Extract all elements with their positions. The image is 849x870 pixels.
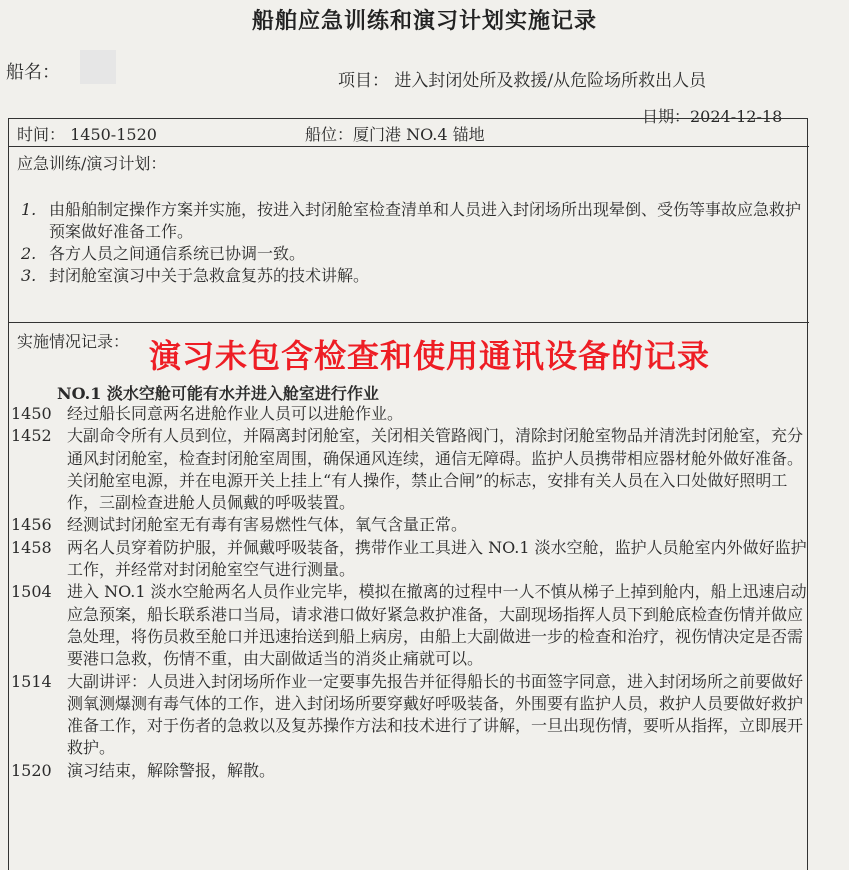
log-text: 两名人员穿着防护服，并佩戴呼吸装备，携带作业工具进入 NO.1 淡水空舱，监护人员舱室内外做好监护工作，并经常对封闭舱室空气进行测量。: [67, 537, 807, 580]
log-time: 1450: [11, 404, 52, 423]
log-text: 大副讲评：人员进入封闭场所作业一定要事先报告并征得船长的书面签字同意，进入封闭场所之前要做好测氧测爆测有毒气体的工作，进入封闭场所要穿戴好呼吸装备，外围要有监护人员，救护人员要做好救护准备工作，对于伤者的急救以及复苏操作方法和技术进行了讲解，一旦出现伤情，要听从指挥，立即展开救护。: [67, 671, 804, 758]
log-time: 1452: [11, 426, 52, 446]
plan-item: [15, 265, 805, 287]
plan-item-number: 2.: [21, 244, 37, 263]
plan-item-text: 各方人员之间通信系统已协调一致。: [49, 244, 306, 263]
log-text: 经过船长同意两名进舱作业人员可以进舱作业。: [67, 404, 404, 423]
redacted-ship-name: [80, 50, 116, 84]
log-entry: [11, 403, 807, 425]
plan-item-text: 由船舶制定操作方案并实施，按进入封闭舱室检查清单和人员进入封闭场所出现晕倒、受伤等事故应急救护预案做好准备工作。: [49, 200, 802, 241]
section-title: NO.1 淡水空舱可能有水并进入舱室进行作业: [57, 384, 379, 403]
log-entry: [11, 425, 807, 514]
plan-label: 应急训练/演习计划：: [17, 154, 167, 173]
log-entry: [11, 537, 807, 582]
date-line: 日期：2024-12-18: [642, 107, 783, 126]
log-text: 大副命令所有人员到位，并隔离封闭舱室，关闭相关管路阀门，清除封闭舱室物品并清洗封闭舱室，充分通风封闭舱室，检查封闭舱室周围，确保通风连续，通信无障碍。监护人员携带相应器材舱外做好准备。关闭舱室电源，并在电源开关上挂上“有人操作，禁止合闸”的标志，安排有关人员在入口处做好照明工作，三副检查进舱人员佩戴的呼吸装置。: [67, 426, 804, 513]
plan-item: [15, 243, 805, 265]
plan-item-number: 1.: [21, 200, 37, 219]
project-line: 项目： 进入封闭处所及救援/从危险场所救出人员: [338, 71, 707, 91]
plan-item-number: 3.: [21, 266, 37, 285]
log-time: 1520: [11, 760, 52, 780]
record-table: [8, 118, 808, 870]
info-row: [9, 119, 809, 147]
log-text: 演习结束，解除警报，解散。: [67, 760, 276, 780]
log-time: 1504: [11, 582, 52, 602]
execution-label: 实施情况记录：: [17, 332, 130, 351]
plan-list: [15, 199, 805, 287]
document-title: 船舶应急训练和演习计划实施记录: [251, 8, 597, 34]
time-field: 时间： 1450-1520: [17, 125, 157, 144]
log-entry: [11, 514, 807, 536]
plan-item: [15, 199, 805, 243]
log-time: 1458: [11, 537, 52, 557]
log-time: 1514: [11, 671, 52, 691]
ship-name-label: 船名：: [6, 62, 60, 83]
execution-log: [11, 403, 807, 782]
log-text: 进入 NO.1 淡水空舱两名人员作业完毕，模拟在撤离的过程中一人不慎从梯子上掉到舱内，船上迅速启动应急预案，船长联系港口当局，请求港口做好紧急救护准备，大副现场指挥人员下到舱底检查伤情并做应急处理，将伤员救至舱口并迅速抬送到船上病房，由船上大副做进一步的检查和治疗，视伤情决定是否需要港口急救，伤情不重，由大副做适当的消炎止痛就可以。: [67, 582, 807, 669]
section-divider: [9, 322, 809, 323]
log-entry: [11, 760, 807, 782]
log-entry: [11, 581, 807, 670]
log-text: 经测试封闭舱室无有毒有害易燃性气体，氧气含量正常。: [67, 515, 468, 535]
red-annotation: 演习未包含检查和使用通讯设备的记录: [149, 337, 711, 375]
plan-item-text: 封闭舱室演习中关于急救盒复苏的技术讲解。: [49, 266, 370, 285]
log-entry: [11, 671, 807, 760]
log-time: 1456: [11, 515, 52, 535]
ship-position-field: 船位：厦门港 NO.4 锚地: [305, 125, 485, 144]
